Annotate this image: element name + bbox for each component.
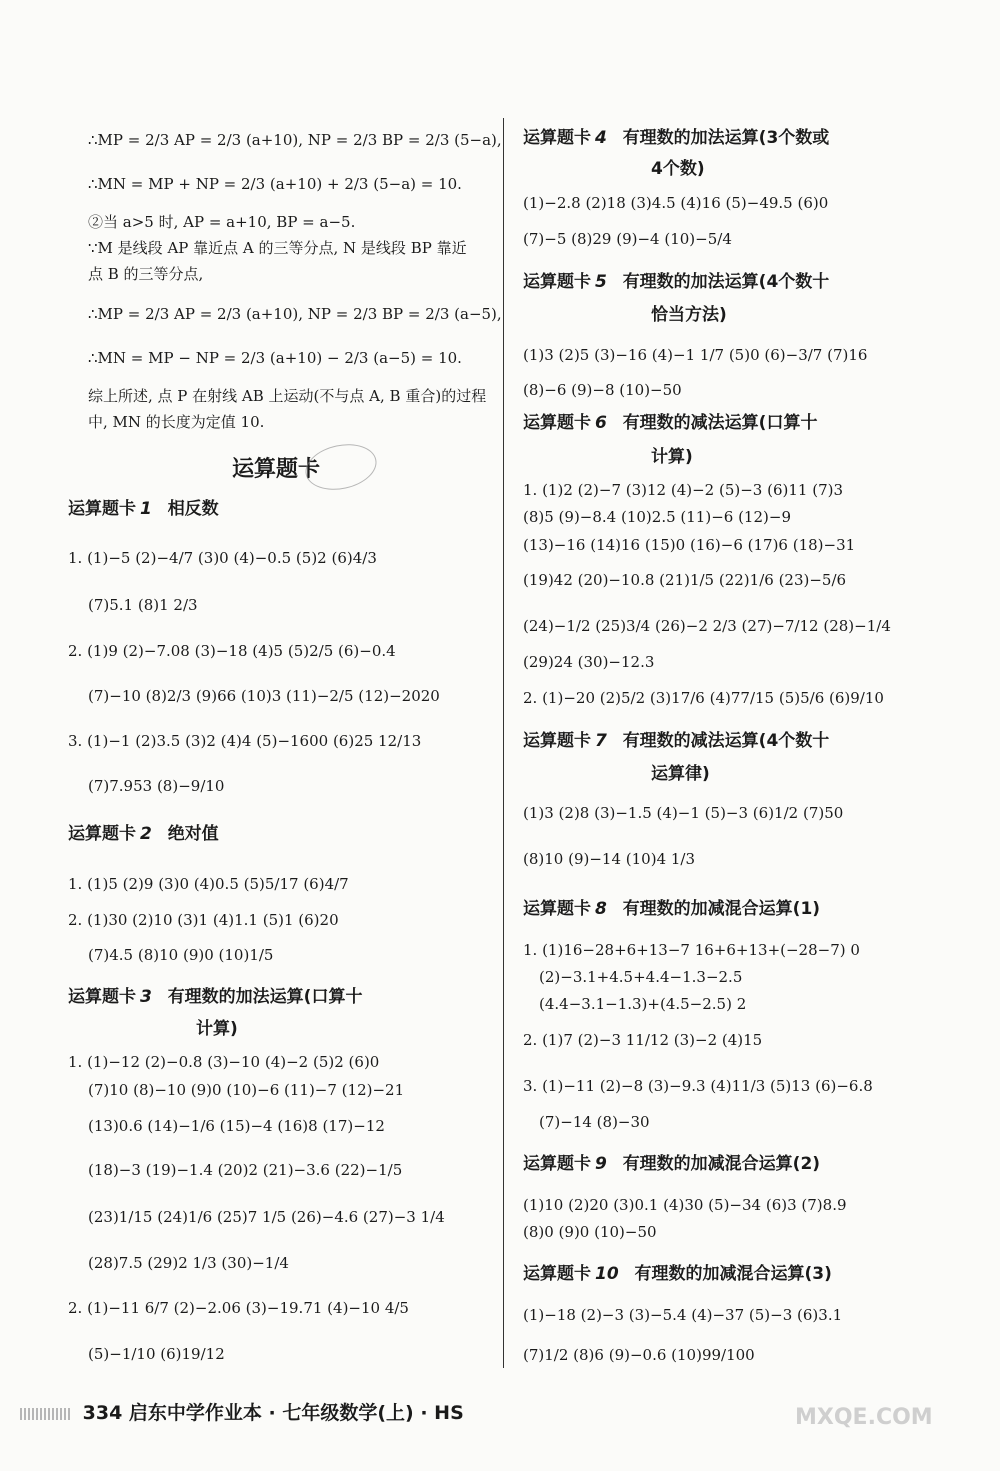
- card-heading-cont: 计算): [196, 1019, 238, 1039]
- answer-line: (2)−3.1+4.5+4.4−1.3−2.5: [539, 968, 743, 986]
- answer-line: (29)24 (30)−12.3: [523, 653, 655, 671]
- answer-line: (7)−10 (8)2/3 (9)66 (10)3 (11)−2/5 (12)−2020: [88, 687, 440, 705]
- answer-line: (24)−1/2 (25)3/4 (26)−2 2/3 (27)−7/12 (28)−1/4: [523, 617, 891, 635]
- answer-line: (7)10 (8)−10 (9)0 (10)−6 (11)−7 (12)−21: [88, 1081, 405, 1099]
- card-heading-cont: 计算): [651, 447, 693, 467]
- answer-line: 2. (1)30 (2)10 (3)1 (4)1.1 (5)1 (6)20: [68, 911, 339, 929]
- answer-line: (7)−5 (8)29 (9)−4 (10)−5/4: [523, 230, 732, 248]
- answer-line: (28)7.5 (29)2 1/3 (30)−1/4: [88, 1254, 289, 1272]
- card-heading-cont: 4个数): [651, 159, 705, 179]
- column-divider: [503, 118, 504, 1368]
- answer-line: 2. (1)−11 6/7 (2)−2.06 (3)−19.71 (4)−10 4/5: [68, 1299, 409, 1317]
- answer-line: (7)7.953 (8)−9/10: [88, 777, 225, 795]
- text-line: ∴MP = 2/3 AP = 2/3 (a+10), NP = 2/3 BP = 2/3 (5−a),: [88, 131, 502, 149]
- page-number: 334: [82, 1402, 123, 1424]
- answer-line: 3. (1)−1 (2)3.5 (3)2 (4)4 (5)−1600 (6)25 12/13: [68, 732, 422, 750]
- answer-line: (19)42 (20)−10.8 (21)1/5 (22)1/6 (23)−5/6: [523, 571, 847, 589]
- answer-line: (13)0.6 (14)−1/6 (15)−4 (16)8 (17)−12: [88, 1117, 385, 1135]
- answer-line: 2. (1)7 (2)−3 11/12 (3)−2 (4)15: [523, 1031, 763, 1049]
- answer-line: (8)10 (9)−14 (10)4 1/3: [523, 850, 696, 868]
- card-heading: 运算题卡 7 有理数的减法运算(4个数十: [523, 731, 830, 751]
- answer-line: 1. (1)−5 (2)−4/7 (3)0 (4)−0.5 (5)2 (6)4/3: [68, 549, 377, 567]
- answer-line: (8)−6 (9)−8 (10)−50: [523, 381, 682, 399]
- answer-line: (13)−16 (14)16 (15)0 (16)−6 (17)6 (18)−31: [523, 536, 856, 554]
- text-line: ∴MN = MP + NP = 2/3 (a+10) + 2/3 (5−a) = 10.: [88, 175, 462, 193]
- answer-line: (7)1/2 (8)6 (9)−0.6 (10)99/100: [523, 1346, 755, 1364]
- book-title: 启东中学作业本 · 七年级数学(上) · HS: [128, 1402, 464, 1424]
- answer-line: 2. (1)9 (2)−7.08 (3)−18 (4)5 (5)2/5 (6)−0.4: [68, 642, 396, 660]
- text-line: ②当 a>5 时, AP = a+10, BP = a−5.: [88, 213, 356, 231]
- answer-line: 1. (1)−12 (2)−0.8 (3)−10 (4)−2 (5)2 (6)0: [68, 1053, 380, 1071]
- text-line: ∴MN = MP − NP = 2/3 (a+10) − 2/3 (a−5) = 10.: [88, 349, 462, 367]
- answer-line: 1. (1)5 (2)9 (3)0 (4)0.5 (5)5/17 (6)4/7: [68, 875, 349, 893]
- stamp-graphic: [301, 438, 381, 496]
- card-heading: 运算题卡 5 有理数的加法运算(4个数十: [523, 272, 830, 292]
- card-heading-cont: 恰当方法): [651, 305, 727, 325]
- answer-line: 2. (1)−20 (2)5/2 (3)17/6 (4)77/15 (5)5/6 (6)9/10: [523, 689, 884, 707]
- card-heading-cont: 运算律): [651, 764, 710, 784]
- text-line: ∵M 是线段 AP 靠近点 A 的三等分点, N 是线段 BP 靠近: [88, 239, 467, 257]
- card-heading: 运算题卡 10 有理数的加减混合运算(3): [523, 1264, 832, 1284]
- answer-line: (1)3 (2)8 (3)−1.5 (4)−1 (5)−3 (6)1/2 (7)50: [523, 804, 844, 822]
- answer-line: (8)5 (9)−8.4 (10)2.5 (11)−6 (12)−9: [523, 508, 791, 526]
- answer-line: (1)10 (2)20 (3)0.1 (4)30 (5)−34 (6)3 (7)8.9: [523, 1196, 847, 1214]
- watermark: MXQE.COM: [795, 1405, 933, 1430]
- card-heading: 运算题卡 1 相反数: [68, 499, 219, 519]
- answer-line: (23)1/15 (24)1/6 (25)7 1/5 (26)−4.6 (27)−3 1/4: [88, 1208, 445, 1226]
- card-heading: 运算题卡 8 有理数的加减混合运算(1): [523, 899, 821, 919]
- answer-line: (1)3 (2)5 (3)−16 (4)−1 1/7 (5)0 (6)−3/7 (7)16: [523, 346, 868, 364]
- answer-line: 1. (1)16−28+6+13−7 16+6+13+(−28−7) 0: [523, 941, 860, 959]
- card-heading: 运算题卡 9 有理数的加减混合运算(2): [523, 1154, 821, 1174]
- card-heading: 运算题卡 3 有理数的加法运算(口算十: [68, 987, 363, 1007]
- answer-line: (4.4−3.1−1.3)+(4.5−2.5) 2: [539, 995, 747, 1013]
- text-line: ∴MP = 2/3 AP = 2/3 (a+10), NP = 2/3 BP = 2/3 (a−5),: [88, 305, 502, 323]
- answer-line: (1)−18 (2)−3 (3)−5.4 (4)−37 (5)−3 (6)3.1: [523, 1306, 843, 1324]
- decorative-pattern: [20, 1408, 72, 1420]
- card-heading: 运算题卡 6 有理数的减法运算(口算十: [523, 413, 818, 433]
- text-line: 综上所述, 点 P 在射线 AB 上运动(不与点 A, B 重合)的过程: [88, 387, 487, 405]
- answer-line: (7)5.1 (8)1 2/3: [88, 596, 198, 614]
- card-heading: 运算题卡 4 有理数的加法运算(3个数或: [523, 128, 830, 148]
- answer-line: 1. (1)2 (2)−7 (3)12 (4)−2 (5)−3 (6)11 (7)3: [523, 481, 844, 499]
- answer-line: (1)−2.8 (2)18 (3)4.5 (4)16 (5)−49.5 (6)0: [523, 194, 829, 212]
- answer-line: (8)0 (9)0 (10)−50: [523, 1223, 657, 1241]
- page-footer: [20, 1398, 464, 1425]
- card-heading: 运算题卡 2 绝对值: [68, 824, 219, 844]
- text-line: 点 B 的三等分点,: [88, 265, 204, 283]
- answer-line: (18)−3 (19)−1.4 (20)2 (21)−3.6 (22)−1/5: [88, 1161, 403, 1179]
- answer-line: (7)4.5 (8)10 (9)0 (10)1/5: [88, 946, 274, 964]
- answer-line: (5)−1/10 (6)19/12: [88, 1345, 225, 1363]
- section-title: 运算题卡: [232, 457, 321, 482]
- answer-line: 3. (1)−11 (2)−8 (3)−9.3 (4)11/3 (5)13 (6)−6.8: [523, 1077, 873, 1095]
- text-line: 中, MN 的长度为定值 10.: [88, 413, 265, 431]
- answer-line: (7)−14 (8)−30: [539, 1113, 650, 1131]
